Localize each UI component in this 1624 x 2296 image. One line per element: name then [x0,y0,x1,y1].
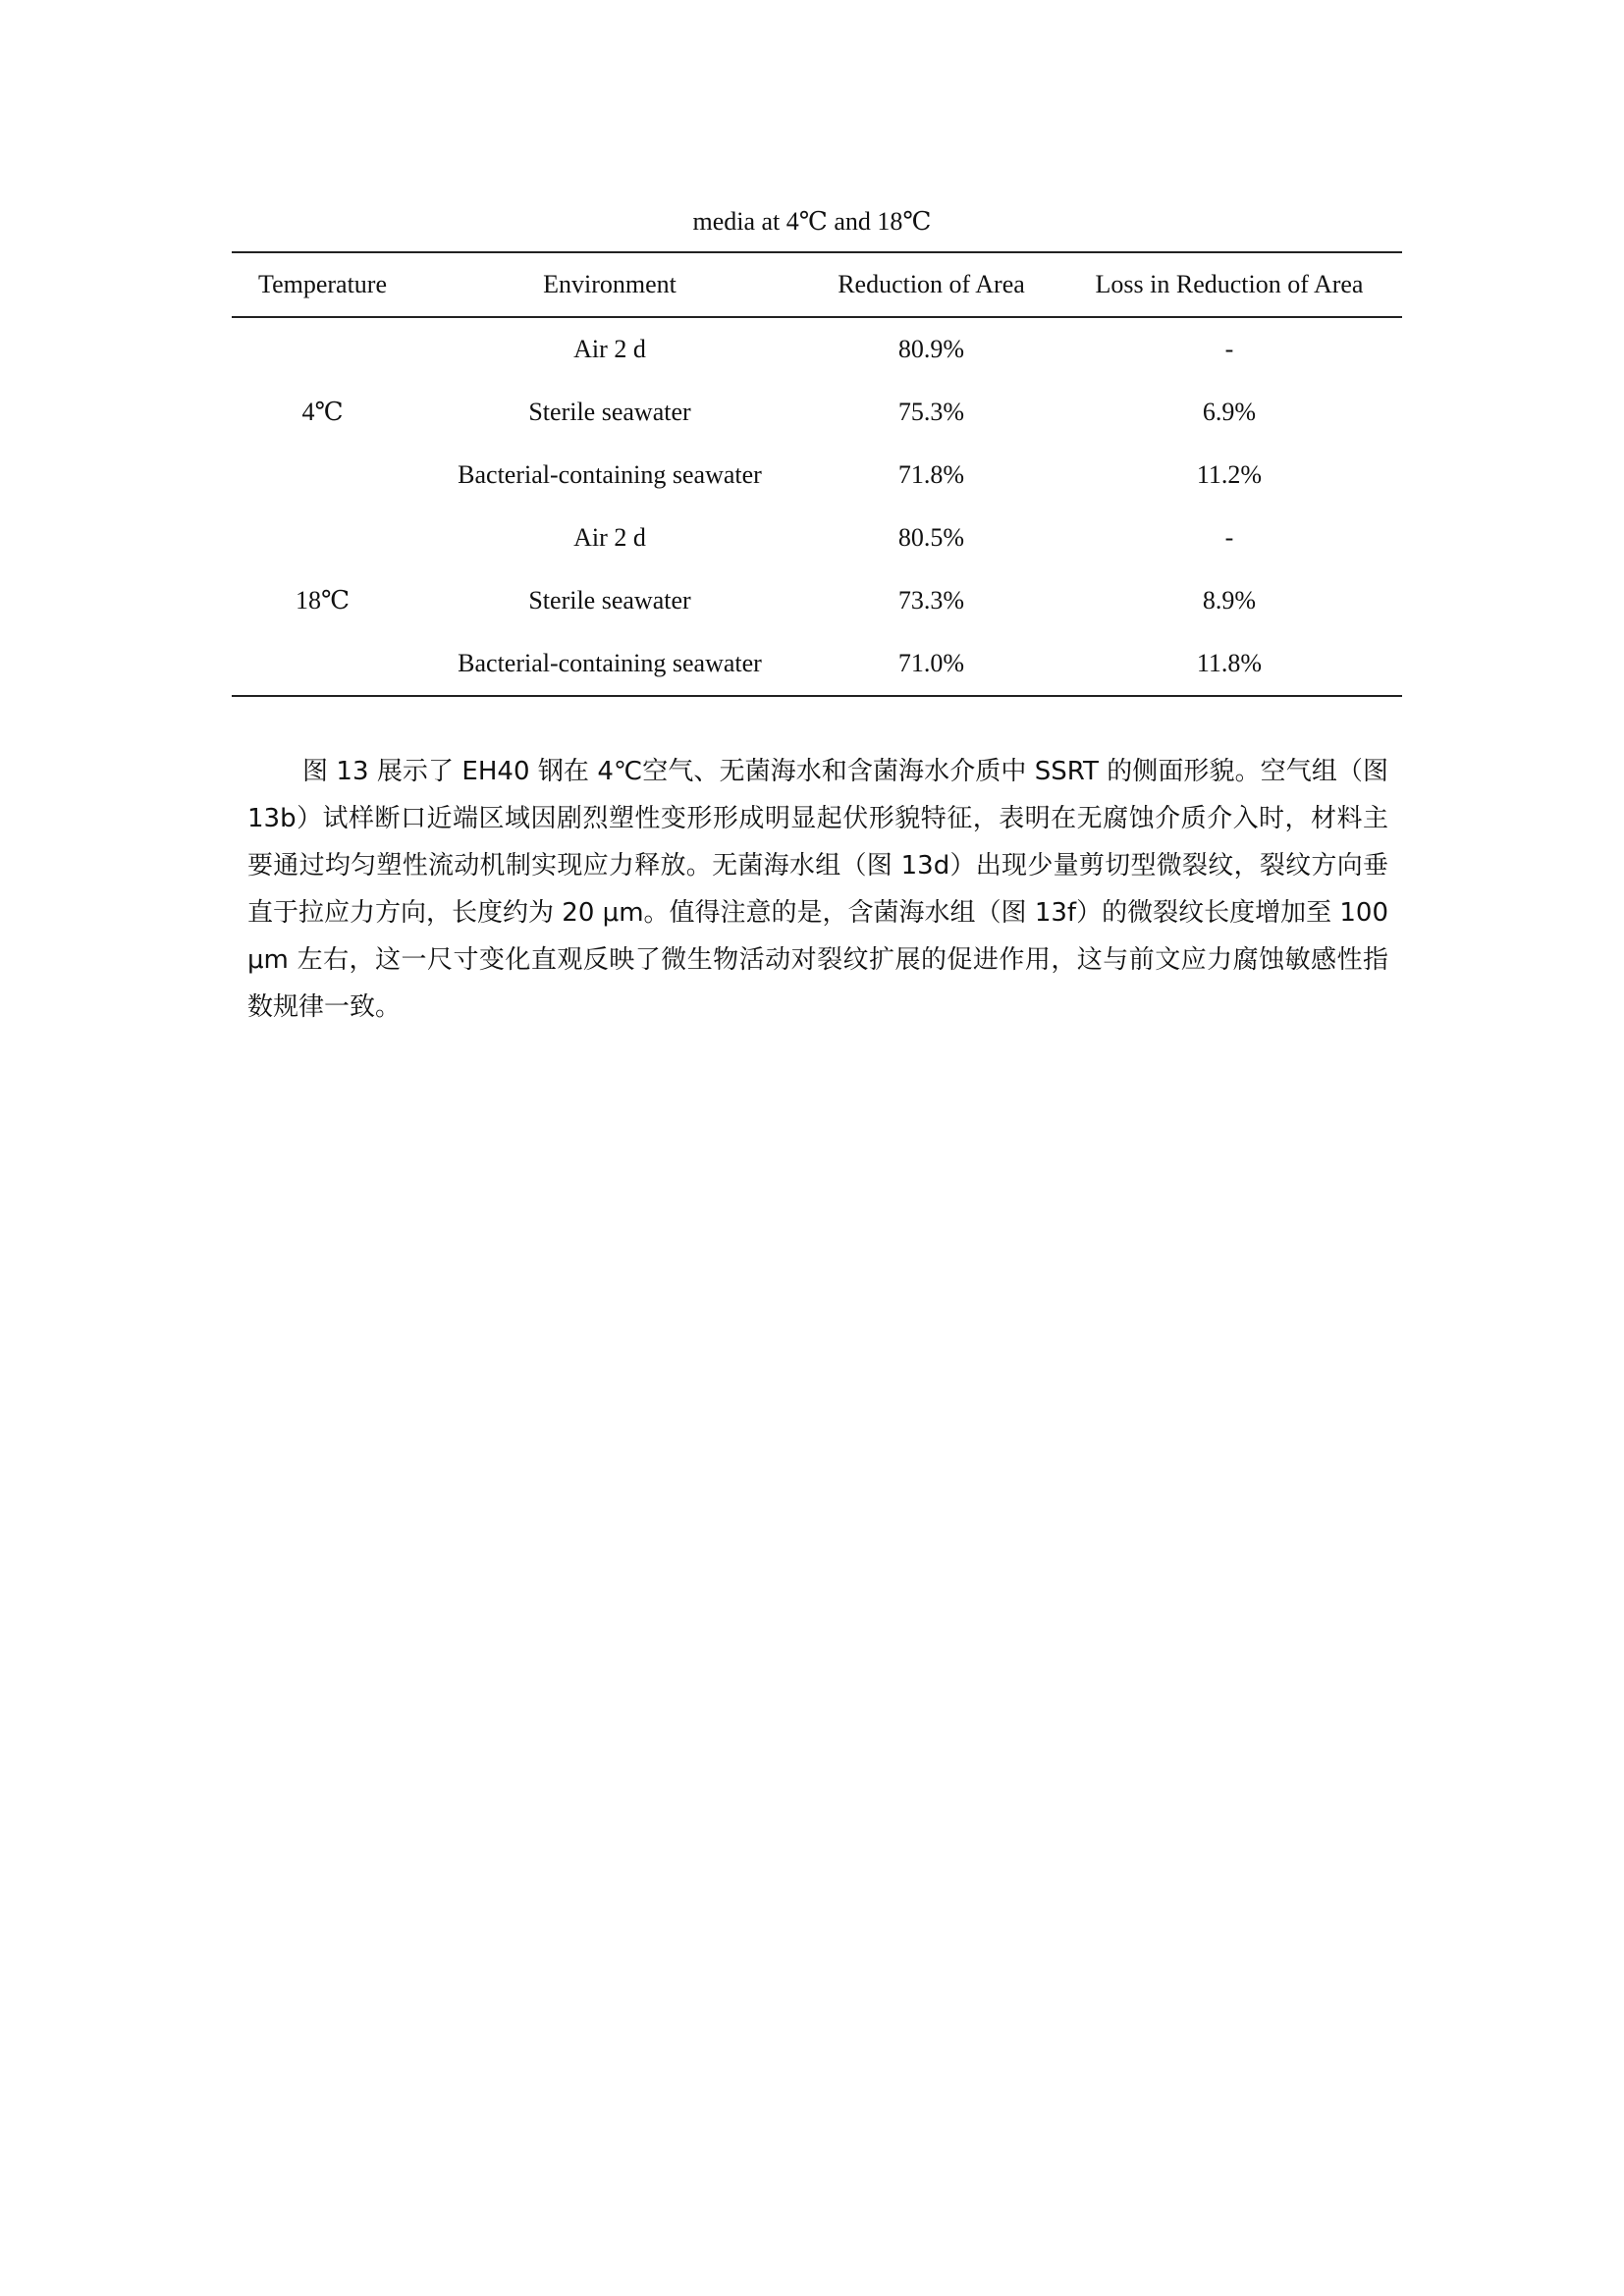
loss-cell: 8.9% [1202,586,1257,614]
reduction-cell: 80.9% [897,335,965,363]
header-environment: Environment [543,270,677,298]
table-row [232,507,1402,569]
environment-cell: Sterile seawater [528,398,691,426]
header-loss-in-reduction: Loss in Reduction of Area [1095,270,1364,298]
reduction-cell: 73.3% [897,586,965,614]
header-temperature: Temperature [258,270,387,298]
reduction-of-area-table [232,251,1402,697]
environment-cell: Bacterial-containing seawater [458,460,762,489]
table-header-row [232,252,1402,317]
loss-cell: - [1224,523,1234,552]
reduction-cell: 71.0% [897,649,965,677]
header-reduction-of-area: Reduction of Area [838,270,1025,298]
body-paragraph: 图 13 展示了 EH40 钢在 4℃空气、无菌海水和含菌海水介质中 SSRT 的侧面形貌。空气组（图 13b）试样断口近端区域因剧烈塑性变形形成明显起伏形貌特征，表明在无腐蚀介质介入时，材料主要通过均匀塑性流动机制实现应力释放。无菌海水组（图 13d）出现少量剪切型微裂纹，裂纹方向垂直于拉应力方向，长度约为 20 μm。值得注意的是，含菌海水组（图 13f）的微裂纹长度增加至 100 μm 左右，这一尺寸变化直观反映了微生物活动对裂纹扩展的促进作用，这与前文应力腐蚀敏感性指数规律一致。 [247,757,1388,1022]
environment-cell: Bacterial-containing seawater [458,649,762,677]
environment-cell: Sterile seawater [528,586,691,614]
temperature-cell: 4℃ [301,398,344,426]
temperature-cell: 18℃ [295,586,351,614]
loss-cell: 11.2% [1196,460,1263,489]
table-caption: media at 4℃ and 18℃ [692,207,932,236]
environment-cell: Air 2 d [573,335,646,363]
loss-cell: 11.8% [1196,649,1263,677]
environment-cell: Air 2 d [573,523,646,552]
reduction-cell: 71.8% [897,460,965,489]
reduction-cell: 80.5% [897,523,965,552]
loss-cell: - [1224,335,1234,363]
loss-cell: 6.9% [1202,398,1257,426]
table-row [232,317,1402,381]
reduction-cell: 75.3% [897,398,965,426]
